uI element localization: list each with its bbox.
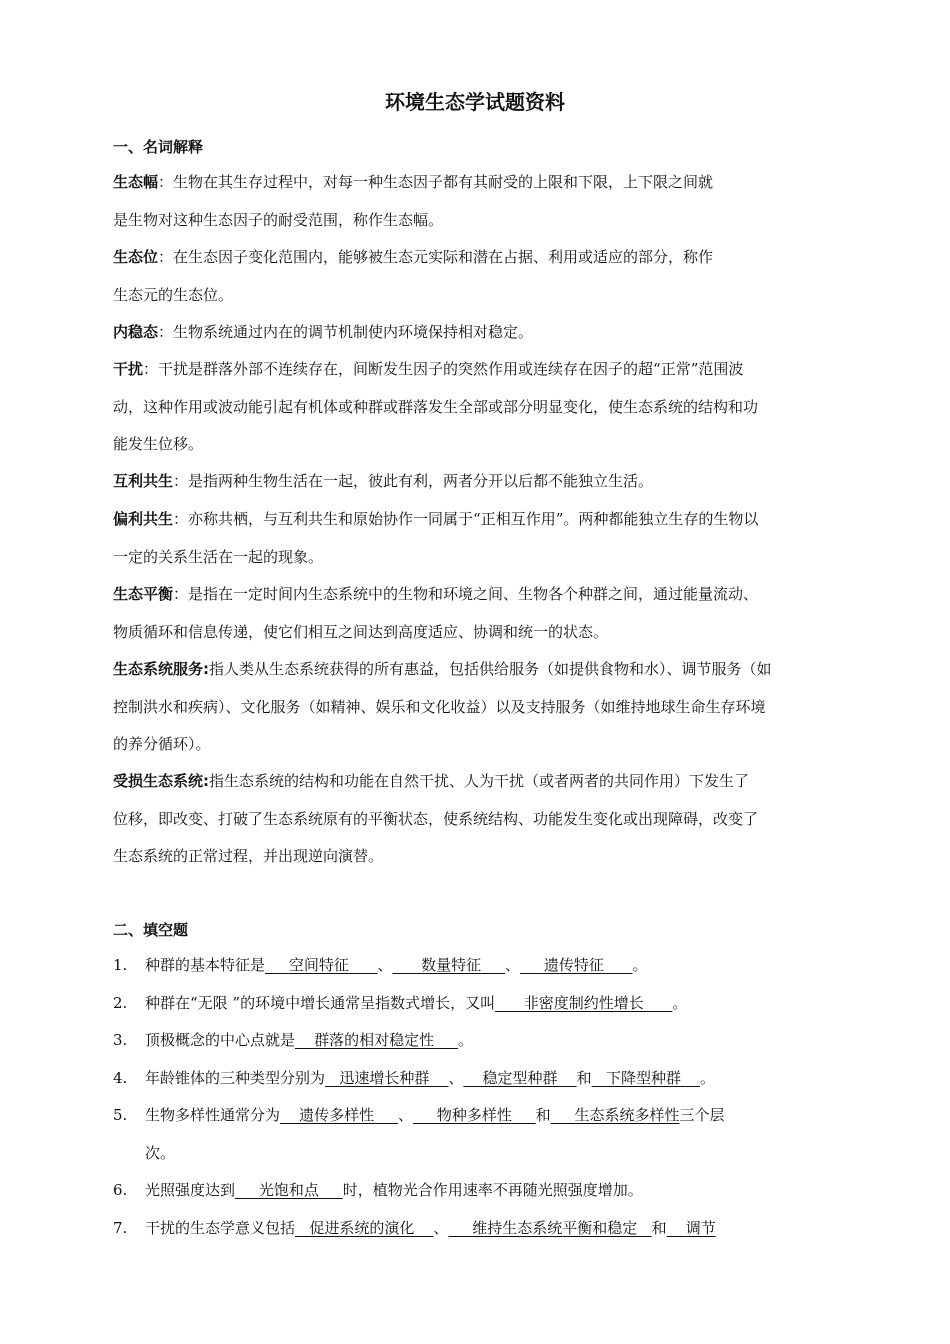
term: 干扰 [113,360,144,378]
term: 偏利共生 [113,510,174,528]
item-number: 7. [113,1219,128,1237]
answer-blank: 维持生态系统平衡和稳定 [472,1219,638,1237]
answer-blank: 物种多样性 [436,1106,512,1124]
answer-blank: 遗传多样性 [299,1106,375,1124]
term: 生态平衡 [113,585,174,603]
answer-blank: 下降型种群 [605,1069,681,1087]
answer-blank: 数量特征 [421,956,482,974]
item-number: 6. [113,1181,128,1199]
answer-blank: 稳定型种群 [482,1069,558,1087]
term: 生态位 [113,248,159,266]
answer-blank: 生态系统多样性 [574,1106,680,1124]
item-number: 4. [113,1069,128,1087]
item-number: 1. [113,956,128,974]
answer-blank: 非密度制约性增长 [523,994,644,1012]
item-number: 2. [113,994,128,1012]
section-heading-definitions: 一、名词解释 [113,138,204,156]
term: 生态幅 [113,173,159,191]
page-title: 环境生态学试题资料 [385,90,565,114]
section-heading-fill-in: 二、填空题 [113,921,189,939]
term: 生态系统服务 [113,660,204,678]
fill-item: 4. 年龄锥体的三种类型分别为 迅速增长种群 、 稳定型种群 和 下降型种群 。 [113,1060,841,1098]
fill-item: 7. 干扰的生态学意义包括 促进系统的演化 、 维持生态系统平衡和稳定 和 调节 [113,1210,841,1248]
answer-blank: 群落的相对稳定性 [314,1031,435,1049]
answer-blank: 迅速增长种群 [339,1069,430,1087]
definition-entry: 干扰：干扰是群落外部不连续存在，间断发生因子的突然作用或连续存在因子的超“正常”范围波 动，这种作用或波动能引起有机体或种群或群落发生全部或部分明显变化，使生态系统的结构和功 能发生位移。 [113,360,759,453]
definition-entry: 受损生态系统:指生态系统的结构和功能在自然干扰、人为干扰（或者两者的共同作用）下发生了 位移，即改变、打破了生态系统原有的平衡状态，使系统结构、功能发生变化或出现障碍，改变了 生态系统的正常过程，并出现逆向演替。 [113,772,759,865]
fill-item: 1. 种群的基本特征是 空间特征 、 数量特征 、 遗传特征 。 [113,947,841,985]
term: 互利共生 [113,472,174,490]
answer-blank: 调节 [685,1219,716,1237]
term: 受损生态系统 [113,772,204,790]
item-number: 5. [113,1106,128,1124]
answer-blank: 空间特征 [288,956,349,974]
fill-item: 2. 种群在“无限 ”的环境中增长通常呈指数式增长，又叫 非密度制约性增长 。 [113,985,841,1023]
definition-entry: 互利共生：是指两种生物生活在一起，彼此有利，两者分开以后都不能独立生活。 [113,472,654,490]
item-number: 3. [113,1031,128,1049]
definition-entry: 偏利共生：亦称共栖，与互利共生和原始协作一同属于“正相互作用”。两种都能独立生存的生物以 一定的关系生活在一起的现象。 [113,510,759,566]
answer-blank: 光饱和点 [258,1181,319,1199]
fill-item: 5. 生物多样性通常分为 遗传多样性 、 物种多样性 和 生态系统多样性三个层 次。 [113,1097,841,1172]
fill-item: 6. 光照强度达到 光饱和点 时，植物光合作用速率不再随光照强度增加。 [113,1172,841,1210]
term: 内稳态 [113,323,159,341]
definition-entry: 生态位：在生态因子变化范围内，能够被生态元实际和潜在占据、利用或适应的部分，称作 生态元的生态位。 [113,248,714,304]
definition-entry: 生态平衡：是指在一定时间内生态系统中的生物和环境之间、生物各个种群之间，通过能量流动、 物质循环和信息传递，使它们相互之间达到高度适应、协调和统一的状态。 [113,585,759,641]
answer-blank: 遗传特征 [543,956,604,974]
definition-entry: 生态系统服务:指人类从生态系统获得的所有惠益，包括供给服务（如提供食物和水）、调节服务（如 控制洪水和疾病）、文化服务（如精神、娱乐和文化收益）以及支持服务（如维持地球生命生存环境 的养分循环）。 [113,660,772,753]
definition-entry: 内稳态：生物系统通过内在的调节机制使内环境保持相对稳定。 [113,323,534,341]
definition-entry: 生态幅：生物在其生存过程中，对每一种生态因子都有其耐受的上限和下限，上下限之间就 是生物对这种生态因子的耐受范围，称作生态幅。 [113,173,714,229]
fill-item: 3. 顶极概念的中心点就是 群落的相对稳定性 。 [113,1022,841,1060]
answer-blank: 促进系统的演化 [309,1219,415,1237]
